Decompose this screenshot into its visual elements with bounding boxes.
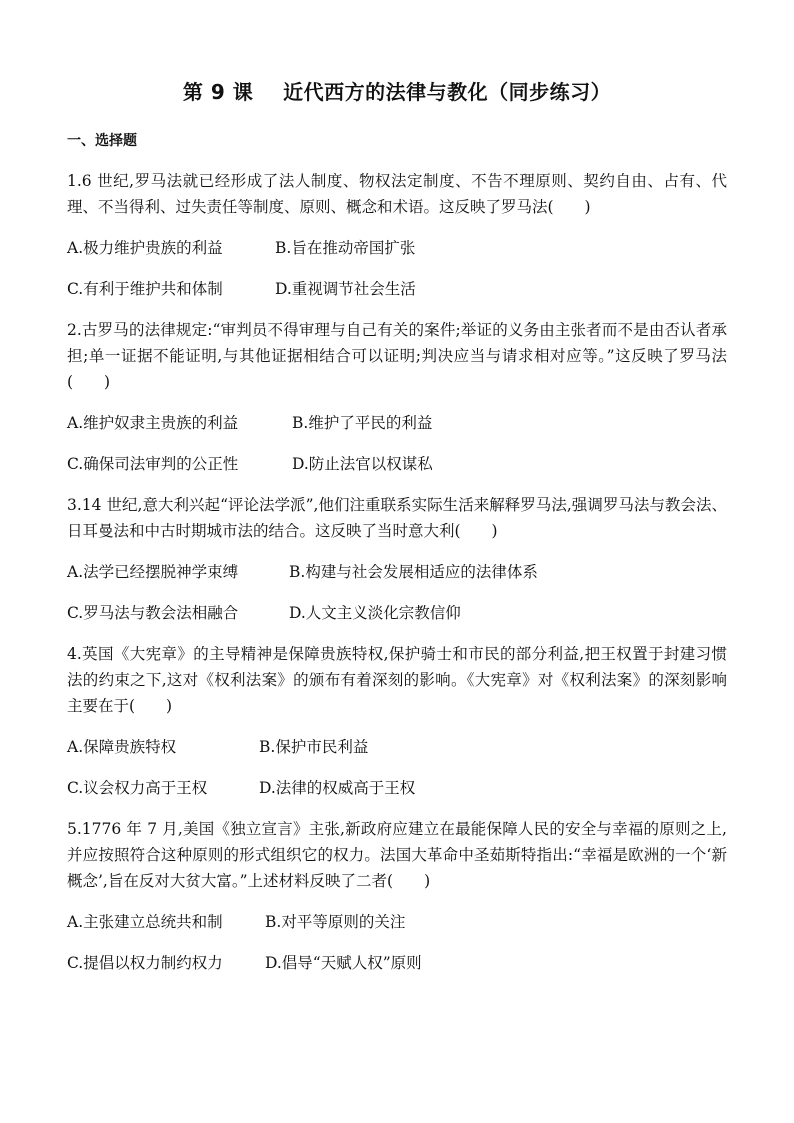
options-row [67, 775, 727, 801]
option-d: D.倡导“天赋人权”原则 [265, 954, 422, 972]
option-b: B.维护了平民的利益 [292, 414, 433, 432]
question-stem: 4.英国《大宪章》的主导精神是保障贵族特权,保护骑士和市民的部分利益,把王权置于封建习惯法的约束之下,这对《权利法案》的颁布有着深刻的影响。《大宪章》对《权利法案》的深刻影响主要在于( ) [67, 645, 727, 715]
question-list [67, 168, 727, 976]
question-5 [67, 816, 727, 976]
option-c: C.确保司法审判的公正性 [67, 455, 239, 473]
options-row [67, 410, 727, 436]
option-a: A.维护奴隶主贵族的利益 [67, 414, 239, 432]
question-stem: 3.14 世纪,意大利兴起“评论法学派”,他们注重联系实际生活来解释罗马法,强调罗马法与教会法、日耳曼法和中古时期城市法的结合。这反映了当时意大利( ) [67, 496, 727, 540]
question-stem: 1.6 世纪,罗马法就已经形成了法人制度、物权法定制度、不告不理原则、契约自由、占有、代理、不当得利、过失责任等制度、原则、概念和术语。这反映了罗马法( ) [67, 172, 727, 216]
page-title: 第 9 课 近代西方的法律与教化（同步练习） [182, 80, 612, 104]
option-d: D.重视调节社会生活 [275, 280, 416, 298]
option-d: D.防止法官以权谋私 [292, 455, 433, 473]
question-3 [67, 492, 727, 626]
option-a: A.保障贵族特权 [67, 738, 177, 756]
options-row [67, 950, 727, 976]
option-b: B.旨在推动帝国扩张 [275, 239, 416, 257]
option-a: A.法学已经摆脱神学束缚 [67, 563, 239, 581]
options-row [67, 451, 727, 477]
options-row [67, 600, 727, 626]
option-c: C.提倡以权力制约权力 [67, 954, 223, 972]
options-row [67, 734, 727, 760]
options-row [67, 909, 727, 935]
question-stem: 5.1776 年 7 月,美国《独立宣言》主张,新政府应建立在最能保障人民的安全与幸福的原则之上,并应按照符合这种原则的形式组织它的权力。法国大革命中圣茹斯特指出:“幸福是欧洲的一个‘新概念’,旨在反对大贫大富。”上述材料反映了二者( ) [67, 820, 727, 890]
question-2 [67, 317, 727, 477]
option-c: C.有利于维护共和体制 [67, 280, 223, 298]
option-b: B.对平等原则的关注 [265, 913, 406, 931]
question-4 [67, 641, 727, 801]
option-b: B.保护市民利益 [259, 738, 369, 756]
option-b: B.构建与社会发展相适应的法律体系 [289, 563, 538, 581]
options-row [67, 276, 727, 302]
question-1 [67, 168, 727, 302]
option-a: A.主张建立总统共和制 [67, 913, 223, 931]
options-row [67, 235, 727, 261]
option-d: D.法律的权威高于王权 [259, 779, 416, 797]
option-d: D.人文主义淡化宗教信仰 [289, 604, 461, 622]
question-stem: 2.古罗马的法律规定:“审判员不得审理与自己有关的案件;举证的义务由主张者而不是由否认者承担;单一证据不能证明,与其他证据相结合可以证明;判决应当与请求相对应等。”这反映了罗马法( ) [67, 321, 727, 391]
option-c: C.议会权力高于王权 [67, 779, 208, 797]
option-a: A.极力维护贵族的利益 [67, 239, 223, 257]
option-c: C.罗马法与教会法相融合 [67, 604, 239, 622]
options-row [67, 559, 727, 585]
section-heading: 一、选择题 [67, 133, 137, 149]
